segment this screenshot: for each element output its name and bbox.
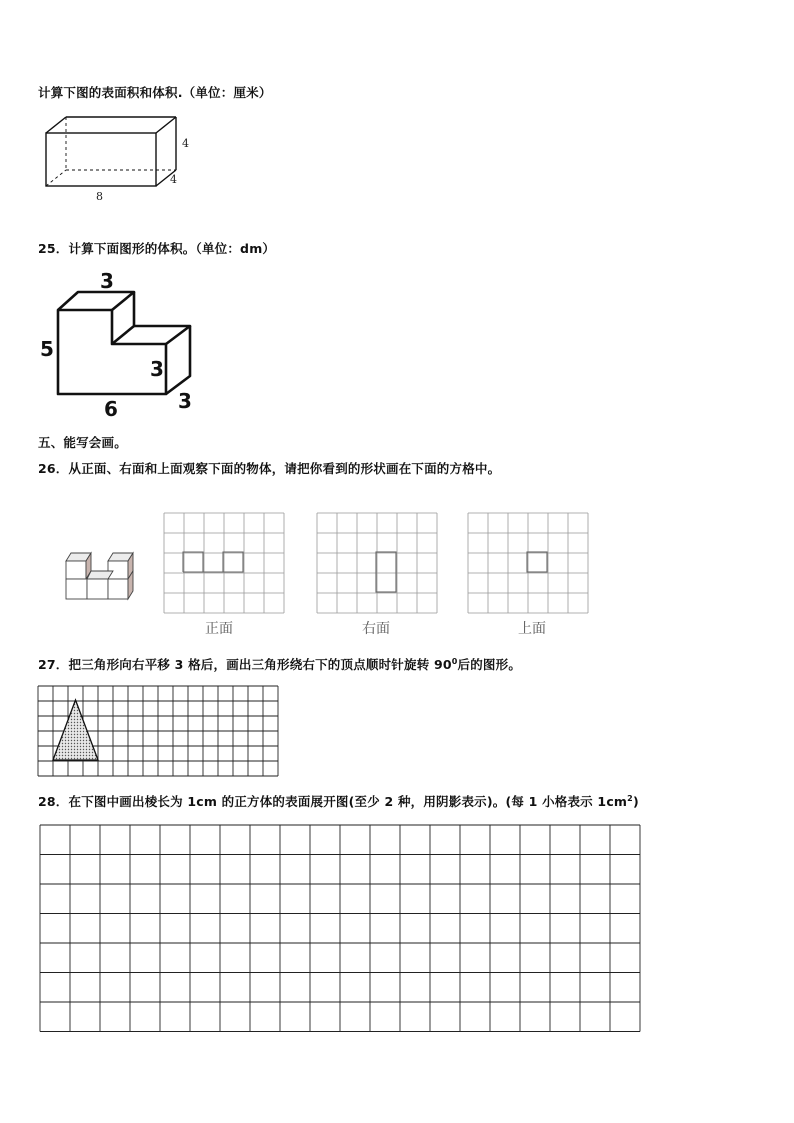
question-surface-area: 计算下图的表面积和体积.（单位：厘米） — [38, 85, 272, 100]
top-dim: 3 — [100, 269, 114, 293]
depth-label: 4 — [170, 173, 177, 186]
bottom-dim: 6 — [104, 397, 118, 421]
front-view-caption: 正面 — [205, 621, 233, 637]
triangle-grid[interactable] — [37, 685, 281, 777]
right-view-grid[interactable] — [316, 512, 440, 614]
q27-text-before: 27．把三角形向右平移 3 格后，画出三角形绕右下的顶点顺时针旋转 90 — [38, 657, 452, 672]
height-label: 4 — [182, 137, 189, 150]
top-view-grid[interactable] — [467, 512, 591, 614]
l-shape-figure — [36, 266, 206, 421]
left-dim: 5 — [40, 337, 54, 361]
depth-dim: 3 — [178, 389, 192, 413]
front-view-grid[interactable] — [163, 512, 287, 614]
section-5-heading: 五、能写会画。 — [38, 435, 127, 450]
question-28 — [38, 792, 639, 810]
q27-text-after: 后的图形。 — [457, 657, 522, 672]
inner-dim: 3 — [150, 357, 164, 381]
right-view-caption: 右面 — [362, 621, 390, 637]
q28-sup: 2 — [627, 793, 633, 803]
cube-solid-figure — [62, 543, 152, 608]
q28-text-before: 28．在下图中画出棱长为 1cm 的正方体的表面展开图(至少 2 种，用阴影表示)。(每 1 小格表示 1cm — [38, 794, 628, 809]
q27-degree: 0 — [451, 656, 458, 666]
question-25: 25．计算下面图形的体积。（单位：dm） — [38, 241, 276, 256]
q28-text-after: ) — [632, 794, 639, 809]
shaded-triangle — [53, 700, 98, 760]
question-26: 26．从正面、右面和上面观察下面的物体，请把你看到的形状画在下面的方格中。 — [38, 461, 501, 476]
cuboid-figure — [40, 110, 210, 210]
top-view-caption: 上面 — [518, 621, 546, 637]
length-label: 8 — [96, 190, 103, 203]
unfold-grid[interactable] — [38, 823, 642, 1035]
question-27 — [38, 655, 521, 673]
